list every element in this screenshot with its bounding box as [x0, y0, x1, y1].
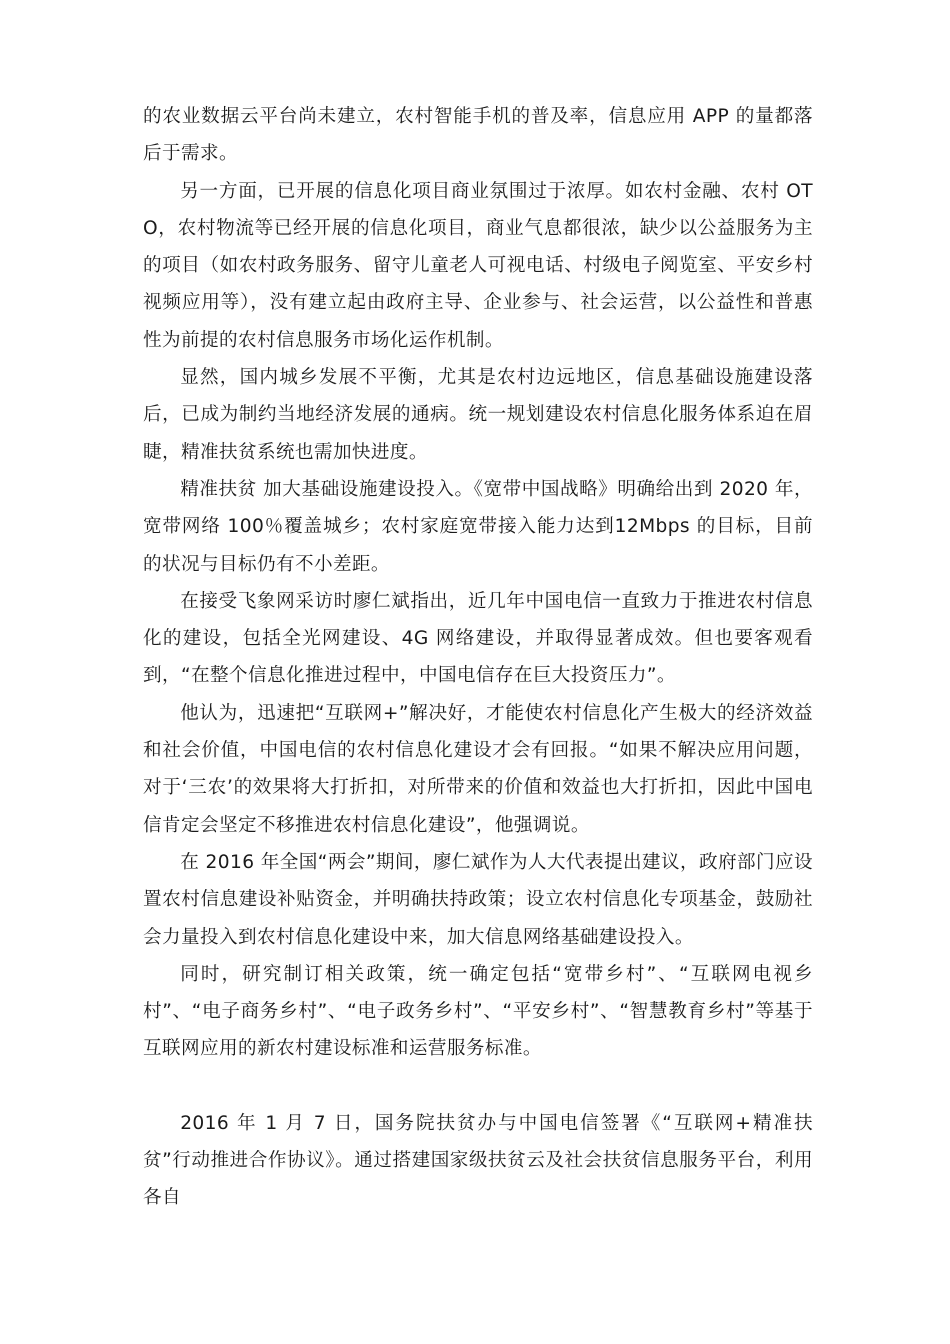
paragraph-cooperation-agreement: 2016 年 1 月 7 日，国务院扶贫办与中国电信签署《“互联网+精准扶贫”行动推进合作协议》。通过搭建国家级扶贫云及社会扶贫信息服务平台，利用各自: [143, 1112, 813, 1209]
paragraph-broadband-strategy: 精准扶贫 加大基础设施建设投入。《宽带中国战略》明确给出到 2020 年，宽带网络 100％覆盖城乡；农村家庭宽带接入能力达到12Mbps 的目标，目前的状况与目标仍有不小差距。: [143, 478, 813, 575]
paragraph-urban-rural-gap: 显然，国内城乡发展不平衡，尤其是农村边远地区，信息基础设施建设落后，已成为制约当地经济发展的通病。统一规划建设农村信息化服务体系迫在眉睫，精准扶贫系统也需加快进度。: [143, 367, 813, 463]
document-body: [143, 98, 813, 1217]
paragraph-policy-standards: 同时，研究制订相关政策，统一确定包括“宽带乡村”、“互联网电视乡村”、“电子商务乡村”、“电子政务乡村”、“平安乡村”、“智慧教育乡村”等基于互联网应用的新农村建设标准和运营服务标准。: [143, 963, 813, 1060]
paragraph-commercial-projects: 另一方面，已开展的信息化项目商业氛围过于浓厚。如农村金融、农村 OTO，农村物流等已经开展的信息化项目，商业气息都很浓，缺少以公益服务为主的项目（如农村政务服务、留守儿童老人可视电话、村级电子阅览室、平安乡村视频应用等），没有建立起由政府主导、企业参与、社会运营，以公益性和普惠性为前提的农村信息服务市场化运作机制。: [143, 180, 813, 351]
paragraph-interview: 在接受飞象网采访时廖仁斌指出，近几年中国电信一直致力于推进农村信息化的建设，包括全光网建设、4G 网络建设，并取得显著成效。但也要客观看到，“在整个信息化推进过程中，中国电信存在巨大投资压力”。: [143, 590, 813, 687]
paragraph-internet-plus: 他认为，迅速把“互联网+”解决好，才能使农村信息化产生极大的经济效益和社会价值，中国电信的农村信息化建设才会有回报。“如果不解决应用问题，对于‘三农’的效果将大打折扣，对所带来的价值和效益也大打折扣，因此中国电信肯定会坚定不移推进农村信息化建设”，他强调说。: [143, 702, 813, 836]
paragraph-two-sessions: 在 2016 年全国“两会”期间，廖仁斌作为人大代表提出建议，政府部门应设置农村信息建设补贴资金，并明确扶持政策；设立农村信息化专项基金，鼓励社会力量投入到农村信息化建设中来，加大信息网络基础建设投入。: [143, 851, 813, 948]
paragraph-continuation: 的农业数据云平台尚未建立，农村智能手机的普及率，信息应用 APP 的量都落后于需求。: [143, 106, 813, 165]
